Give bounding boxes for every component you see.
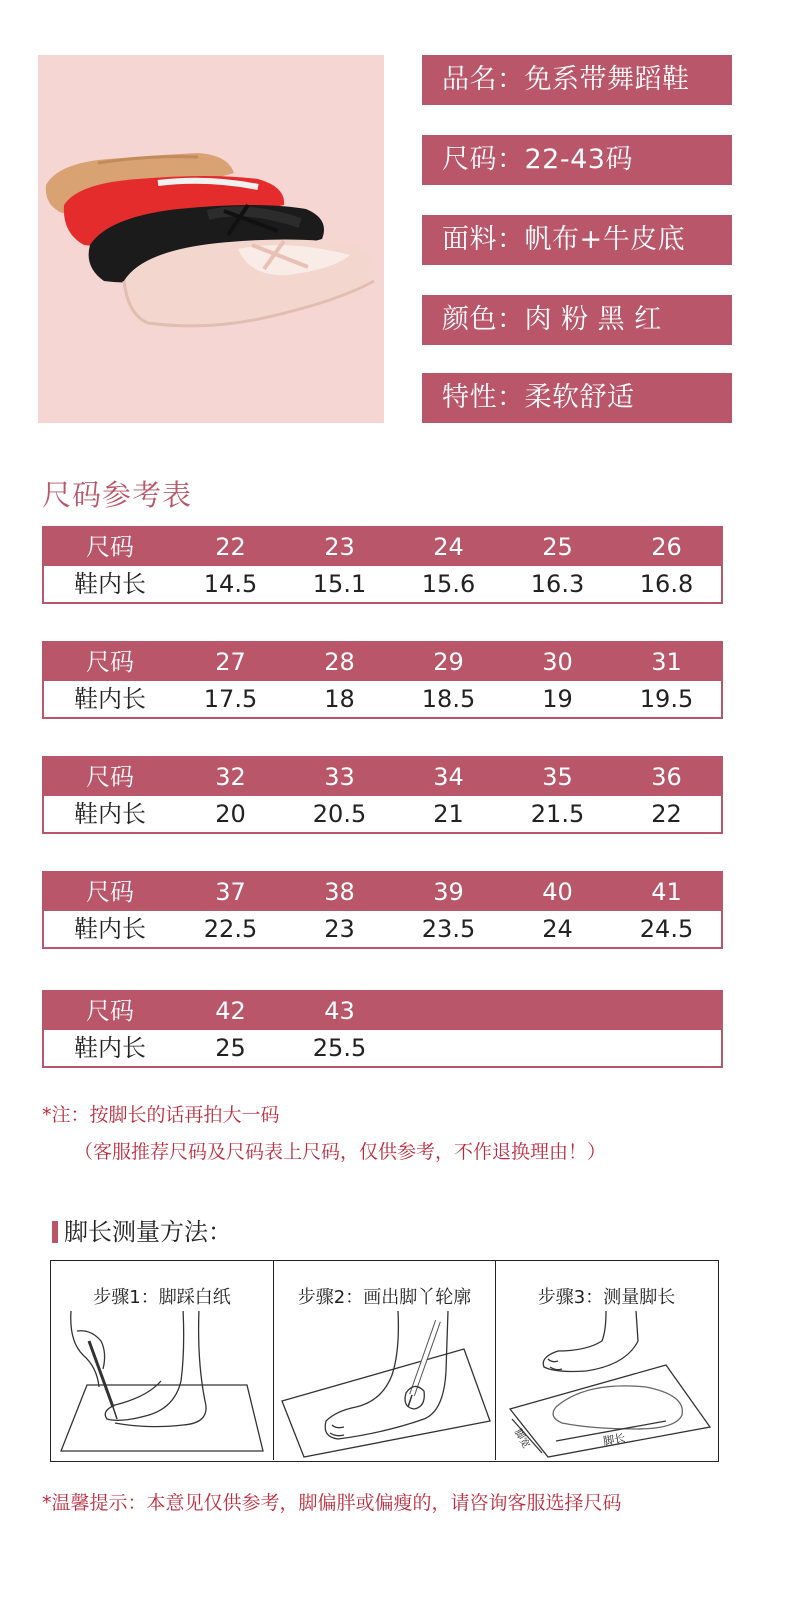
- size-cell: 26: [651, 533, 682, 561]
- spec-name: 品名：免系带舞蹈鞋: [422, 55, 732, 105]
- length-cell: 23.5: [421, 915, 476, 943]
- size-note: *注：按脚长的话再拍大一码: [42, 1104, 280, 1126]
- size-cell: 36: [651, 763, 682, 791]
- trace-foot-outline-icon: [274, 1311, 496, 1459]
- length-cell: [394, 1030, 503, 1066]
- size-disclaimer: （客服推荐尺码及尺码表上尺码，仅供参考，不作退换理由！）: [74, 1141, 607, 1163]
- size-cell: 30: [542, 648, 573, 676]
- measure-title: [52, 1212, 232, 1247]
- size-cell: 41: [651, 878, 682, 906]
- size-table: [42, 641, 723, 719]
- length-cell: 25.5: [312, 1034, 367, 1062]
- length-row: [44, 1030, 721, 1066]
- length-cell: 18.5: [421, 685, 476, 713]
- length-cell: 20.5: [312, 800, 367, 828]
- foot-width-label: 脚宽: [511, 1427, 532, 1451]
- step-label: 步骤2：画出脚丫轮廓: [297, 1287, 472, 1308]
- product-photo: [38, 55, 384, 423]
- ballet-shoes-photo: [38, 55, 384, 423]
- length-cell: [612, 1030, 721, 1066]
- length-row: [44, 911, 721, 947]
- spec-color: 颜色：肉 粉 黑 红: [422, 295, 732, 345]
- size-cell: 22: [215, 533, 246, 561]
- size-header: 尺码: [86, 533, 134, 561]
- size-cell: 29: [433, 648, 464, 676]
- foot-length-label: 脚长: [602, 1431, 627, 1448]
- length-cell: 24: [542, 915, 573, 943]
- spec-material: 面料：帆布+牛皮底: [422, 215, 732, 265]
- size-cell: 40: [542, 878, 573, 906]
- length-cell: 22: [651, 800, 682, 828]
- length-cell: [503, 1030, 612, 1066]
- spec-feature: 特性：柔软舒适: [422, 373, 732, 423]
- size-cell: 31: [651, 648, 682, 676]
- length-header: 鞋内长: [74, 570, 146, 598]
- measure-title-text: 脚长测量方法：: [64, 1218, 232, 1246]
- length-cell: 23: [324, 915, 355, 943]
- size-cell: 25: [542, 533, 573, 561]
- size-cell: [394, 992, 503, 1030]
- length-cell: 15.1: [312, 570, 367, 598]
- length-row: [44, 681, 721, 717]
- length-cell: 15.6: [421, 570, 476, 598]
- size-cell: 37: [215, 878, 246, 906]
- size-row: [44, 528, 721, 566]
- size-cell: 28: [324, 648, 355, 676]
- length-cell: 21: [433, 800, 464, 828]
- size-header: 尺码: [86, 648, 134, 676]
- length-header: 鞋内长: [74, 800, 146, 828]
- size-cell: 38: [324, 878, 355, 906]
- size-header: 尺码: [86, 878, 134, 906]
- size-row: [44, 873, 721, 911]
- length-cell: 21.5: [530, 800, 585, 828]
- size-cell: 43: [324, 997, 355, 1025]
- title-bar-icon: [52, 1221, 58, 1243]
- warm-tip: *温馨提示：本意见仅供参考，脚偏胖或偏瘦的，请咨询客服选择尺码: [42, 1492, 622, 1514]
- size-cell: 33: [324, 763, 355, 791]
- measure-step-3: [495, 1261, 717, 1460]
- size-row: [44, 992, 721, 1030]
- size-cell: 34: [433, 763, 464, 791]
- length-header: 鞋内长: [74, 1034, 146, 1062]
- length-cell: 19.5: [639, 685, 694, 713]
- size-header: 尺码: [86, 763, 134, 791]
- size-table: [42, 871, 723, 949]
- length-header: 鞋内长: [74, 685, 146, 713]
- spec-size: 尺码：22-43码: [422, 135, 732, 185]
- length-cell: 16.8: [639, 570, 694, 598]
- size-cell: 24: [433, 533, 464, 561]
- size-cell: 42: [215, 997, 246, 1025]
- length-cell: 24.5: [639, 915, 694, 943]
- length-cell: 18: [324, 685, 355, 713]
- step-label: 步骤1：脚踩白纸: [93, 1287, 231, 1308]
- size-row: [44, 758, 721, 796]
- size-chart-title: 尺码参考表: [42, 478, 193, 512]
- size-cell: [503, 992, 612, 1030]
- measure-step-1: [51, 1261, 273, 1460]
- size-cell: 35: [542, 763, 573, 791]
- size-cell: 27: [215, 648, 246, 676]
- length-row: [44, 796, 721, 832]
- length-cell: 19: [542, 685, 573, 713]
- measure-steps: [50, 1260, 719, 1462]
- size-cell: [612, 992, 721, 1030]
- length-cell: 22.5: [203, 915, 258, 943]
- size-table: [42, 526, 723, 604]
- size-table: [42, 756, 723, 834]
- size-header: 尺码: [86, 997, 134, 1025]
- size-row: [44, 643, 721, 681]
- length-cell: 14.5: [203, 570, 258, 598]
- size-table: [42, 990, 723, 1068]
- measure-step-2: [273, 1261, 495, 1460]
- step-label: 步骤3：测量脚长: [537, 1287, 676, 1308]
- size-cell: 32: [215, 763, 246, 791]
- length-cell: 20: [215, 800, 246, 828]
- size-cell: 39: [433, 878, 464, 906]
- foot-on-paper-icon: [51, 1311, 273, 1459]
- length-cell: 16.3: [530, 570, 585, 598]
- length-cell: 17.5: [203, 685, 258, 713]
- length-header: 鞋内长: [74, 915, 146, 943]
- measure-foot-length-icon: [496, 1311, 718, 1459]
- length-cell: 25: [215, 1034, 246, 1062]
- length-row: [44, 566, 721, 602]
- size-cell: 23: [324, 533, 355, 561]
